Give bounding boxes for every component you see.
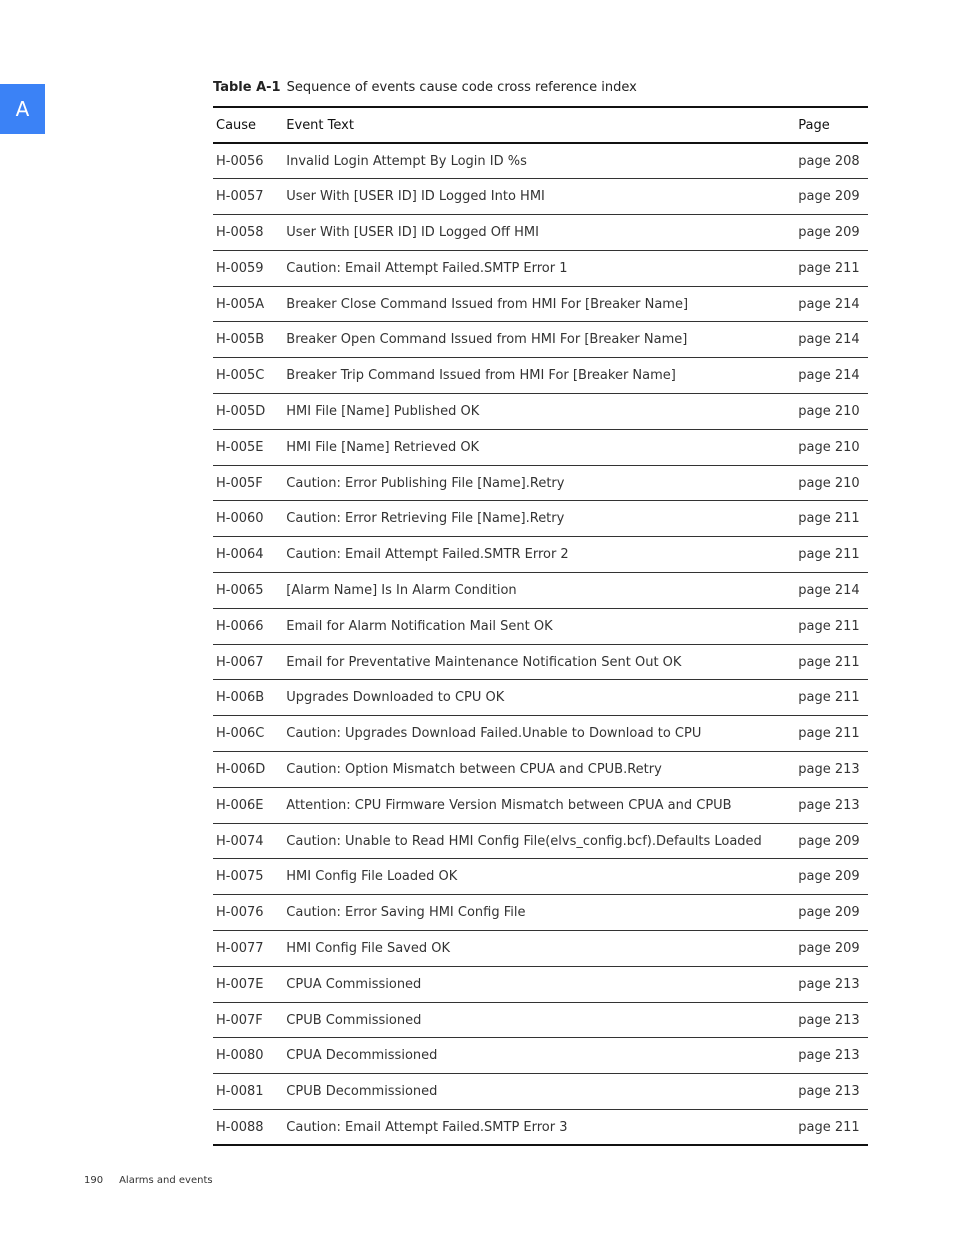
header-page: Page [798,117,830,133]
table-row [213,394,868,430]
cell-page: page 213 [798,1048,860,1064]
cell-event-text: Caution: Email Attempt Failed.SMTP Error 1 [286,260,568,276]
table-row [213,537,868,573]
table-row [213,644,868,680]
cell-event-text: Breaker Close Command Issued from HMI For [Breaker Name] [286,296,689,312]
table-row [213,501,868,537]
table-row [213,286,868,322]
table-row [213,931,868,967]
cell-event-text: HMI Config File Saved OK [286,940,451,956]
cell-event-text: [Alarm Name] Is In Alarm Condition [286,582,517,598]
table-row [213,823,868,859]
cell-cause: H-0074 [216,833,264,849]
cell-cause: H-0064 [216,547,264,563]
cell-page: page 210 [798,403,860,419]
table-row [213,1002,868,1038]
cell-page: page 211 [798,1119,860,1135]
cell-event-text: HMI File [Name] Retrieved OK [286,439,480,455]
table-row [213,465,868,501]
cell-cause: H-0080 [216,1048,264,1064]
cell-page: page 209 [798,189,860,205]
cell-cause: H-0056 [216,153,264,169]
table-body [213,143,868,1145]
table-row [213,895,868,931]
cell-event-text: CPUB Decommissioned [286,1084,438,1100]
cell-event-text: Caution: Unable to Read HMI Config File(elvs_config.bcf).Defaults Loaded [286,833,762,849]
cell-event-text: HMI Config File Loaded OK [286,869,458,885]
cell-page: page 211 [798,726,860,742]
cell-page: page 211 [798,547,860,563]
cell-cause: H-0059 [216,260,264,276]
footer-section-title: Alarms and events [119,1175,213,1186]
cell-page: page 210 [798,475,860,491]
cell-page: page 211 [798,618,860,634]
table-row [213,966,868,1002]
cell-cause: H-005D [216,403,266,419]
table-row [213,143,868,179]
cell-page: page 213 [798,761,860,777]
cell-cause: H-007F [216,1012,263,1028]
cell-cause: H-007E [216,976,264,992]
table-row [213,179,868,215]
cell-event-text: Caution: Error Publishing File [Name].Retry [286,475,565,491]
cell-cause: H-0057 [216,189,264,205]
page-footer [84,1175,213,1186]
cell-page: page 209 [798,940,860,956]
cell-event-text: Caution: Upgrades Download Failed.Unable to Download to CPU [286,726,702,742]
table-caption-text: Sequence of events cause code cross reference index [286,80,637,95]
chapter-tab [0,84,45,134]
cell-page: page 213 [798,1012,860,1028]
cell-cause: H-006B [216,690,265,706]
chapter-tab-letter: A [15,97,30,121]
table-row [213,322,868,358]
cell-page: page 211 [798,654,860,670]
table-row [213,215,868,251]
cell-event-text: Invalid Login Attempt By Login ID %s [286,153,527,169]
cell-cause: H-005F [216,475,263,491]
cell-page: page 211 [798,511,860,527]
table-row [213,608,868,644]
table-row [213,752,868,788]
header-event-text: Event Text [286,117,354,133]
cell-cause: H-005B [216,332,265,348]
cell-cause: H-006D [216,761,266,777]
table-row [213,716,868,752]
cell-event-text: HMI File [Name] Published OK [286,403,480,419]
cell-cause: H-0081 [216,1084,264,1100]
table-row [213,680,868,716]
cell-page: page 209 [798,833,860,849]
cell-cause: H-005C [216,368,265,384]
cell-page: page 210 [798,439,860,455]
cause-code-table [213,106,868,1146]
cell-page: page 209 [798,869,860,885]
cell-cause: H-0077 [216,940,264,956]
cell-event-text: Attention: CPU Firmware Version Mismatch between CPUA and CPUB [286,797,732,813]
table-row [213,1110,868,1146]
cell-cause: H-005A [216,296,265,312]
cell-page: page 213 [798,976,860,992]
cell-cause: H-0088 [216,1119,264,1135]
table-row [213,859,868,895]
table-row [213,1074,868,1110]
cell-cause: H-0066 [216,618,264,634]
cell-event-text: Caution: Option Mismatch between CPUA and CPUB.Retry [286,761,662,777]
table-row [213,358,868,394]
cell-page: page 214 [798,332,860,348]
cell-cause: H-006C [216,726,265,742]
cell-event-text: CPUB Commissioned [286,1012,422,1028]
cell-cause: H-0067 [216,654,264,670]
cell-page: page 214 [798,296,860,312]
footer-page-number: 190 [84,1175,104,1186]
cell-event-text: Email for Alarm Notification Mail Sent OK [286,618,553,634]
cell-cause: H-0075 [216,869,264,885]
cell-cause: H-0060 [216,511,264,527]
cell-page: page 213 [798,1084,860,1100]
cell-cause: H-0058 [216,224,264,240]
table-row [213,1038,868,1074]
cell-page: page 214 [798,368,860,384]
cell-page: page 214 [798,582,860,598]
cell-event-text: Breaker Trip Command Issued from HMI For [Breaker Name] [286,368,676,384]
cell-event-text: CPUA Commissioned [286,976,422,992]
table-caption [213,80,637,95]
table-caption-label: Table A-1 [213,80,281,95]
cell-event-text: User With [USER ID] ID Logged Off HMI [286,224,539,240]
cell-event-text: Caution: Error Saving HMI Config File [286,905,526,921]
table-row [213,573,868,609]
cell-event-text: User With [USER ID] ID Logged Into HMI [286,189,545,205]
cell-page: page 208 [798,153,860,169]
cell-page: page 211 [798,260,860,276]
cell-cause: H-006E [216,797,264,813]
cell-cause: H-005E [216,439,264,455]
cell-event-text: Caution: Email Attempt Failed.SMTR Error 2 [286,547,569,563]
cell-event-text: Breaker Open Command Issued from HMI For [Breaker Name] [286,332,688,348]
cell-event-text: Email for Preventative Maintenance Notification Sent Out OK [286,654,682,670]
cell-page: page 211 [798,690,860,706]
table-row [213,787,868,823]
header-cause: Cause [216,117,257,133]
table-row [213,250,868,286]
cell-event-text: Caution: Error Retrieving File [Name].Retry [286,511,565,527]
cell-cause: H-0076 [216,905,264,921]
cell-event-text: Upgrades Downloaded to CPU OK [286,690,505,706]
cell-event-text: Caution: Email Attempt Failed.SMTP Error 3 [286,1119,568,1135]
table-header-row [213,107,868,143]
cell-page: page 209 [798,905,860,921]
cell-page: page 209 [798,224,860,240]
cell-event-text: CPUA Decommissioned [286,1048,438,1064]
table-row [213,429,868,465]
cell-page: page 213 [798,797,860,813]
cell-cause: H-0065 [216,582,264,598]
